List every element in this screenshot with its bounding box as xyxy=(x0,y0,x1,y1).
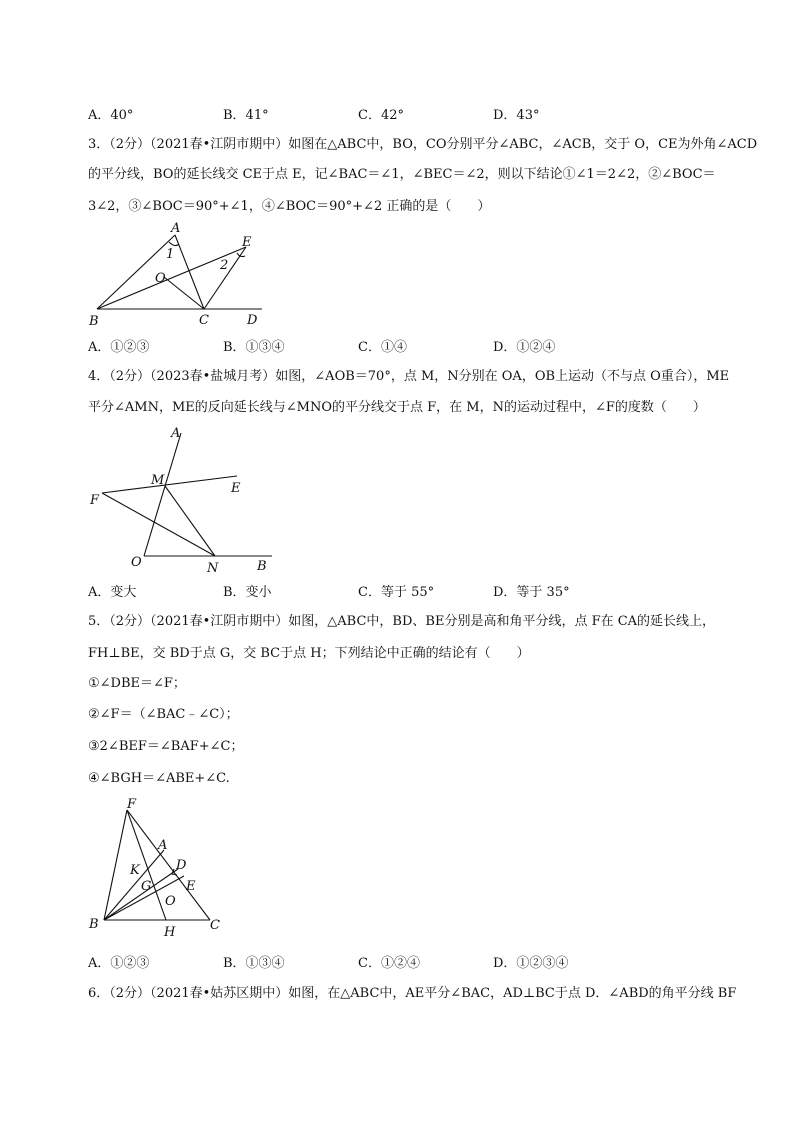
q5-label-d: D xyxy=(176,858,187,873)
q3-figure xyxy=(80,215,280,330)
q3-line-1: 3．（2分）（2021春•江阴市期中）如图在△ABC中，BO，CO分别平分∠ABC，∠ACB，交于 O，CE为外角∠ACD xyxy=(88,137,758,152)
q5-label-b: B xyxy=(89,917,99,932)
q5-label-c: C xyxy=(210,918,220,933)
q5-line-1: 5．（2分）（2021春•江阴市期中）如图，△ABC中，BD、BE分别是高和角平分线，点 F在 CA的延长线上， xyxy=(88,614,716,629)
q3-option-d: D．①②④ xyxy=(493,340,556,355)
q3-label-e: E xyxy=(242,235,252,250)
q4-label-o: O xyxy=(131,555,142,570)
q3-label-c: C xyxy=(199,313,209,328)
q5-figure xyxy=(80,795,240,945)
q5-label-h: H xyxy=(164,925,176,940)
q3-label-1: 1 xyxy=(166,247,175,262)
q5-option-c: C．①②④ xyxy=(358,956,420,971)
q3-label-b: B xyxy=(89,314,99,329)
q4-label-e: E xyxy=(231,481,241,496)
q3-options xyxy=(88,336,728,354)
q5-label-k: K xyxy=(130,863,140,878)
q3-line-3: 3∠2，③∠BOC＝90°+∠1，④∠BOC＝90°+∠2 正确的是（ ） xyxy=(88,199,491,214)
q5-option-b: B．①③④ xyxy=(223,956,285,971)
q5-label-g: G xyxy=(141,879,152,894)
q3-line-2: 的平分线，BO的延长线交 CE于点 E，记∠BAC＝∠1，∠BEC＝∠2，则以下结论①∠1＝2∠2，②∠BOC＝ xyxy=(88,167,716,182)
q5-conclusion-2: ②∠F＝（∠BAC﹣∠C）； xyxy=(88,707,239,722)
q4-figure xyxy=(80,420,290,580)
q4-line-1: 4．（2分）（2023春•盐城月考）如图，∠AOB＝70°，点 M，N分别在 OA，OB上运动（不与点 O重合），ME xyxy=(88,369,730,384)
q2-option-b: B．41° xyxy=(223,108,269,123)
q4-option-c: C．等于 55° xyxy=(358,585,435,600)
q5-label-a: A xyxy=(158,838,168,853)
q5-option-a: A．①②③ xyxy=(88,956,150,971)
q2-option-c: C．42° xyxy=(358,108,404,123)
q2-options xyxy=(88,104,728,122)
q5-label-f: F xyxy=(127,797,137,812)
q5-conclusion-3: ③2∠BEF＝∠BAF+∠C； xyxy=(88,739,244,754)
q5-options xyxy=(88,952,728,970)
q3-label-o: O xyxy=(155,271,166,286)
q4-option-d: D．等于 35° xyxy=(493,585,570,600)
q5-line-2: FH⊥BE，交 BD于点 G，交 BC于点 H；下列结论中正确的结论有（ ） xyxy=(88,646,530,661)
q3-label-a: A xyxy=(171,221,181,236)
q4-option-a: A．变大 xyxy=(88,585,137,600)
q3-option-a: A．①②③ xyxy=(88,340,150,355)
q5-label-o: O xyxy=(165,894,176,909)
q4-line-2: 平分∠AMN，ME的反向延长线与∠MNO的平分线交于点 F，在 M，N的运动过程中，∠F的度数（ ） xyxy=(88,400,706,415)
q4-label-a: A xyxy=(171,426,181,441)
q2-option-d: D．43° xyxy=(493,108,540,123)
q3-option-c: C．①④ xyxy=(358,340,407,355)
q3-label-2: 2 xyxy=(220,258,229,273)
q5-option-d: D．①②③④ xyxy=(493,956,569,971)
q2-option-a: A．40° xyxy=(88,108,134,123)
q5-conclusion-4: ④∠BGH＝∠ABE+∠C. xyxy=(88,771,230,786)
q3-option-b: B．①③④ xyxy=(223,340,285,355)
q4-label-m: M xyxy=(151,473,165,488)
q4-label-f: F xyxy=(90,493,100,508)
q4-option-b: B．变小 xyxy=(223,585,272,600)
q6-line-1: 6．（2分）（2021春•姑苏区期中）如图，在△ABC中，AE平分∠BAC，AD⊥BC于点 D．∠ABD的角平分线 BF xyxy=(88,986,737,1001)
q3-label-d: D xyxy=(247,313,258,328)
q5-label-e: E xyxy=(186,879,196,894)
q4-label-b: B xyxy=(257,559,267,574)
q4-options xyxy=(88,581,728,599)
q5-conclusion-1: ①∠DBE＝∠F； xyxy=(88,676,186,691)
q4-label-n: N xyxy=(207,561,219,576)
